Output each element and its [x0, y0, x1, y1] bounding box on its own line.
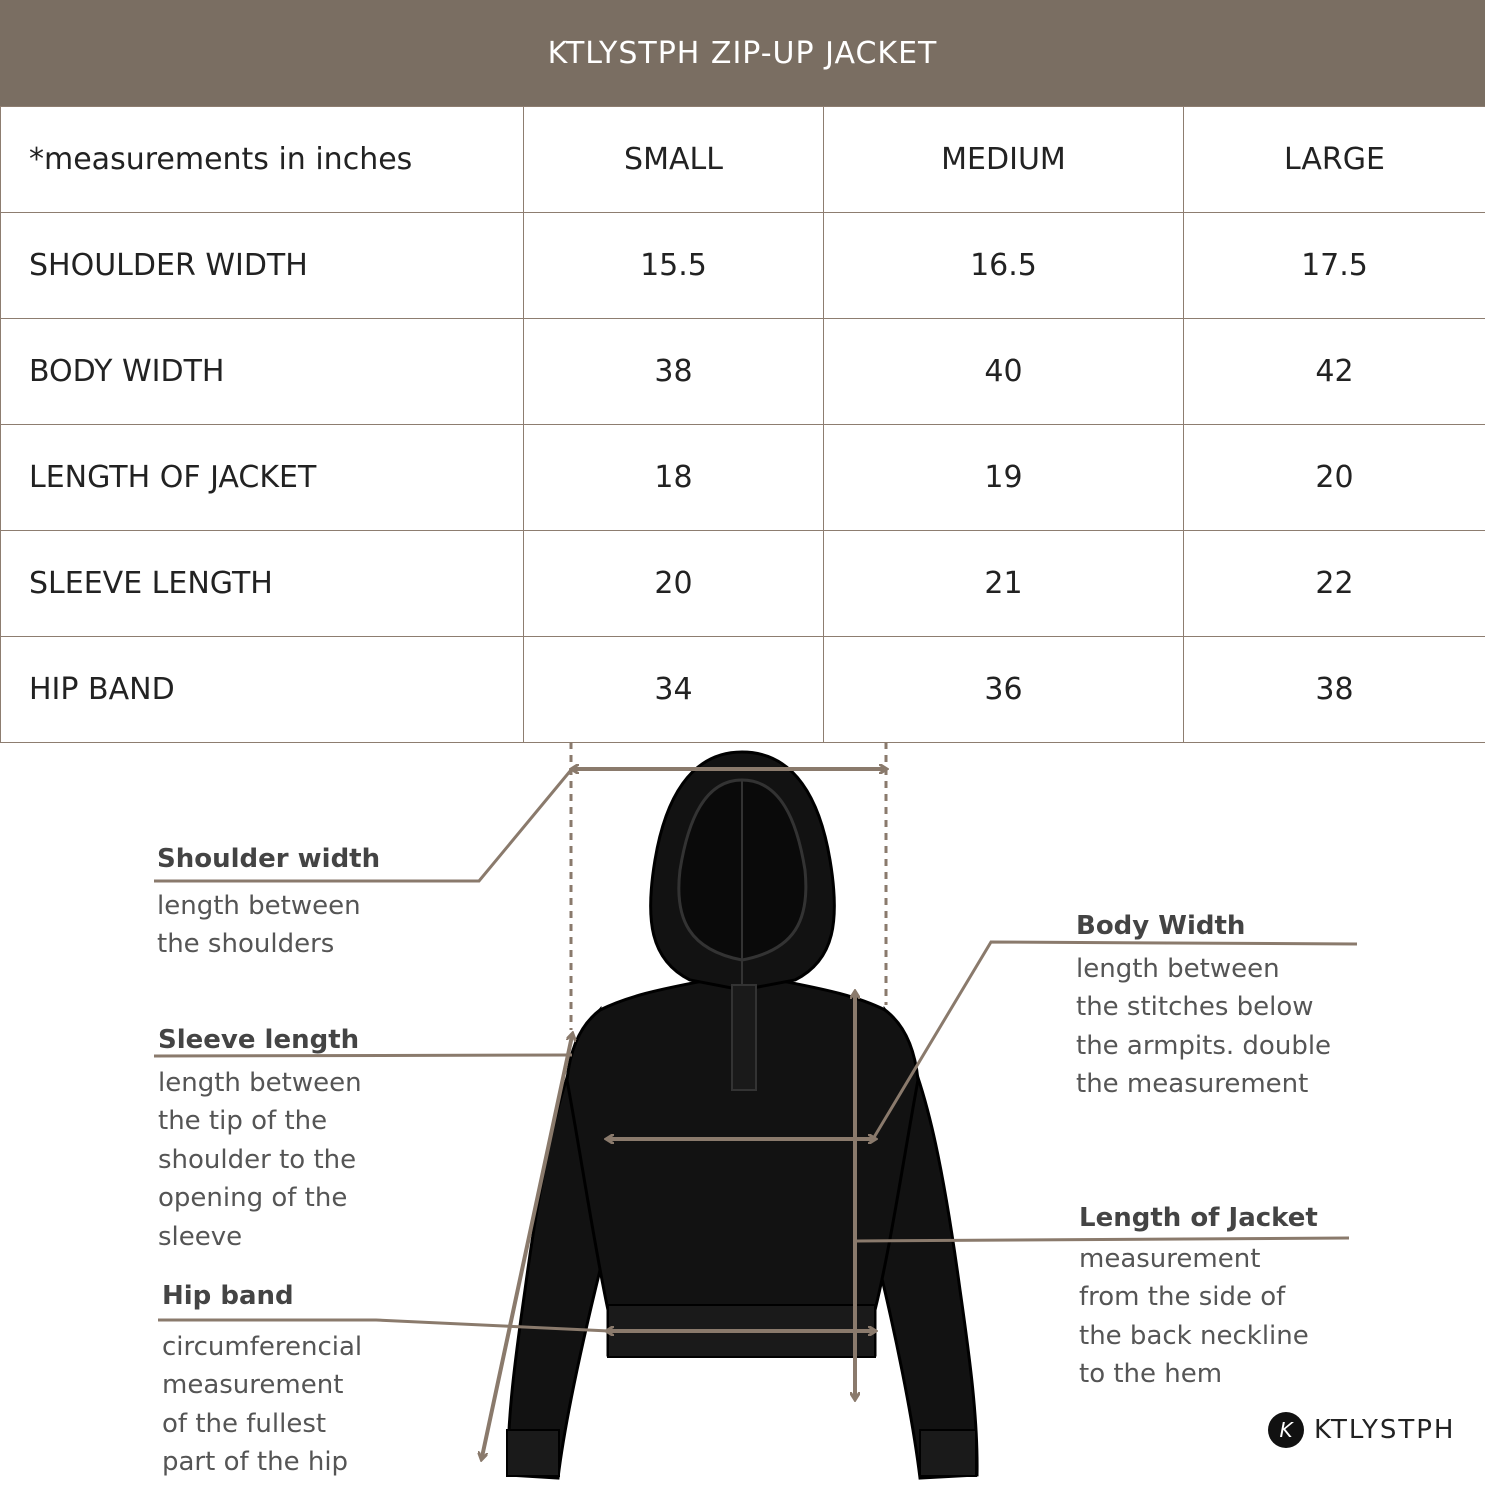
table-row [1, 531, 1485, 637]
cell-medium: 40 [824, 319, 1184, 425]
callout-title: Body Width [1076, 911, 1246, 941]
cell-medium: 36 [824, 637, 1184, 743]
cell-small: 20 [524, 531, 824, 637]
row-label: SLEEVE LENGTH [1, 531, 524, 637]
cell-large: 42 [1184, 319, 1485, 425]
row-label: LENGTH OF JACKET [1, 425, 524, 531]
cell-medium: 19 [824, 425, 1184, 531]
measurement-note: *measurements in inches [1, 107, 524, 213]
callout-title: Length of Jacket [1079, 1203, 1318, 1233]
hoodie-illustration [507, 752, 977, 1478]
callout-line: from the side of [1079, 1282, 1286, 1312]
table-row [1, 637, 1485, 743]
cell-small: 18 [524, 425, 824, 531]
brand-logo [1268, 1412, 1455, 1448]
cell-large: 22 [1184, 531, 1485, 637]
callout-line: the armpits. double [1076, 1030, 1332, 1061]
hip-band-callout [162, 1277, 362, 1482]
callout-line: length between [157, 890, 361, 921]
shoulder-width-callout [157, 840, 380, 964]
callout-title: Shoulder width [157, 844, 381, 874]
jacket-length-callout [1079, 1199, 1318, 1394]
callout-line: the back neckline [1079, 1320, 1309, 1351]
body-width-callout [1076, 907, 1331, 1104]
page-title: KTLYSTPH ZIP-UP JACKET [0, 0, 1485, 106]
cell-small: 15.5 [524, 213, 824, 319]
cell-large: 20 [1184, 425, 1485, 531]
cell-medium: 21 [824, 531, 1184, 637]
size-chart-table [0, 106, 1485, 743]
callout-line: part of the hip [162, 1447, 349, 1477]
row-label: HIP BAND [1, 637, 524, 743]
table-header-row [1, 107, 1485, 213]
callout-line: length between [1076, 953, 1280, 984]
cell-large: 17.5 [1184, 213, 1485, 319]
k-logo-icon: K [1268, 1412, 1304, 1448]
size-small-header: SMALL [524, 107, 824, 213]
cell-small: 38 [524, 319, 824, 425]
callout-line: to the hem [1079, 1359, 1223, 1389]
callout-line: opening of the [158, 1183, 348, 1213]
size-medium-header: MEDIUM [824, 107, 1184, 213]
table-row [1, 319, 1485, 425]
callout-line: length between [158, 1067, 362, 1098]
callout-line: circumferencial [162, 1331, 363, 1362]
callout-line: of the fullest [162, 1408, 327, 1439]
cell-medium: 16.5 [824, 213, 1184, 319]
callout-line: measurement [162, 1370, 344, 1400]
callout-line: the tip of the [158, 1106, 328, 1136]
size-large-header: LARGE [1184, 107, 1485, 213]
callout-title: Hip band [162, 1281, 294, 1311]
callout-title: Sleeve length [158, 1025, 360, 1055]
sleeve-length-callout [158, 1021, 362, 1256]
table-row [1, 213, 1485, 319]
callout-line: the shoulders [157, 929, 335, 959]
brand-name: KTLYSTPH [1314, 1415, 1456, 1445]
callout-line: shoulder to the [158, 1144, 357, 1175]
cell-large: 38 [1184, 637, 1485, 743]
table-row [1, 425, 1485, 531]
callout-line: measurement [1079, 1243, 1261, 1274]
callout-line: the measurement [1076, 1069, 1309, 1099]
row-label: SHOULDER WIDTH [1, 213, 524, 319]
cell-small: 34 [524, 637, 824, 743]
callout-line: sleeve [158, 1221, 243, 1252]
row-label: BODY WIDTH [1, 319, 524, 425]
callout-line: the stitches below [1076, 992, 1314, 1022]
